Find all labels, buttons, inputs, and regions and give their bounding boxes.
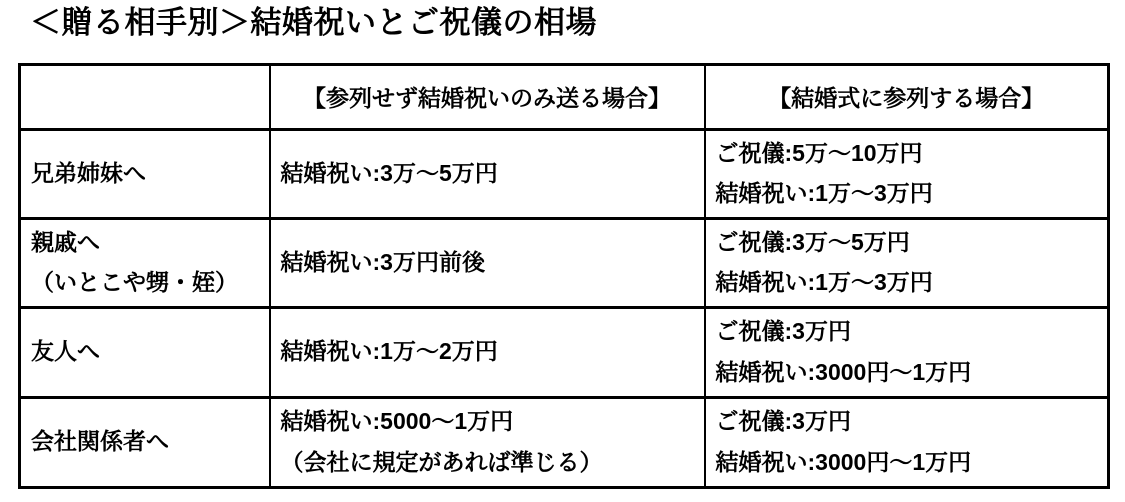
header-cell-recipient-blank [20, 64, 270, 129]
attend-goshugi-amount: ご祝儀:5万～10万円 [715, 139, 923, 166]
gift-only-cell [270, 218, 705, 307]
table-row-siblings [20, 129, 1109, 218]
header-cell-gift-only: 【参列せず結婚祝いのみ送る場合】 [270, 64, 705, 129]
attend-cell [705, 307, 1109, 397]
header-cell-attend: 【結婚式に参列する場合】 [705, 64, 1109, 129]
attend-goshugi-amount: ご祝儀:3万円 [715, 318, 851, 345]
attend-cell [705, 129, 1109, 218]
attend-gift-amount: 結婚祝い:1万～3万円 [715, 180, 933, 207]
attend-goshugi-amount: ご祝儀:3万～5万円 [715, 228, 910, 255]
recipient-label: 親戚へ [31, 228, 100, 255]
gift-only-amount: 結婚祝い:5000～1万円 [280, 408, 514, 435]
gift-only-amount: 結婚祝い:3万円前後 [280, 248, 485, 275]
gift-only-note: （会社に規定があれば準じる） [280, 448, 603, 475]
table-header-row [20, 64, 1109, 129]
attend-gift-amount: 結婚祝い:3000円～1万円 [715, 448, 972, 475]
recipient-label: 会社関係者へ [31, 428, 169, 455]
recipient-cell [20, 307, 270, 397]
recipient-cell [20, 397, 270, 487]
table-row-friends [20, 307, 1109, 397]
attend-goshugi-amount: ご祝儀:3万円 [715, 408, 851, 435]
gift-only-amount: 結婚祝い:3万～5万円 [280, 159, 498, 186]
attend-gift-amount: 結婚祝い:1万～3万円 [715, 269, 933, 296]
attend-cell [705, 397, 1109, 487]
attend-cell [705, 218, 1109, 307]
recipient-note: （いとこや甥・姪） [31, 269, 238, 296]
recipient-cell [20, 218, 270, 307]
gift-only-cell [270, 397, 705, 487]
gift-only-cell [270, 129, 705, 218]
recipient-label: 友人へ [31, 338, 100, 365]
table-row-coworkers [20, 397, 1109, 487]
recipient-label: 兄弟姉妹へ [31, 159, 146, 186]
attend-gift-amount: 結婚祝い:3000円～1万円 [715, 358, 972, 385]
gift-only-amount: 結婚祝い:1万～2万円 [280, 338, 498, 365]
wedding-gift-rates-table [18, 63, 1110, 489]
table-row-relatives [20, 218, 1109, 307]
gift-only-cell [270, 307, 705, 397]
recipient-cell [20, 129, 270, 218]
page-title: ＜贈る相手別＞結婚祝いとご祝儀の相場 [30, 5, 597, 40]
